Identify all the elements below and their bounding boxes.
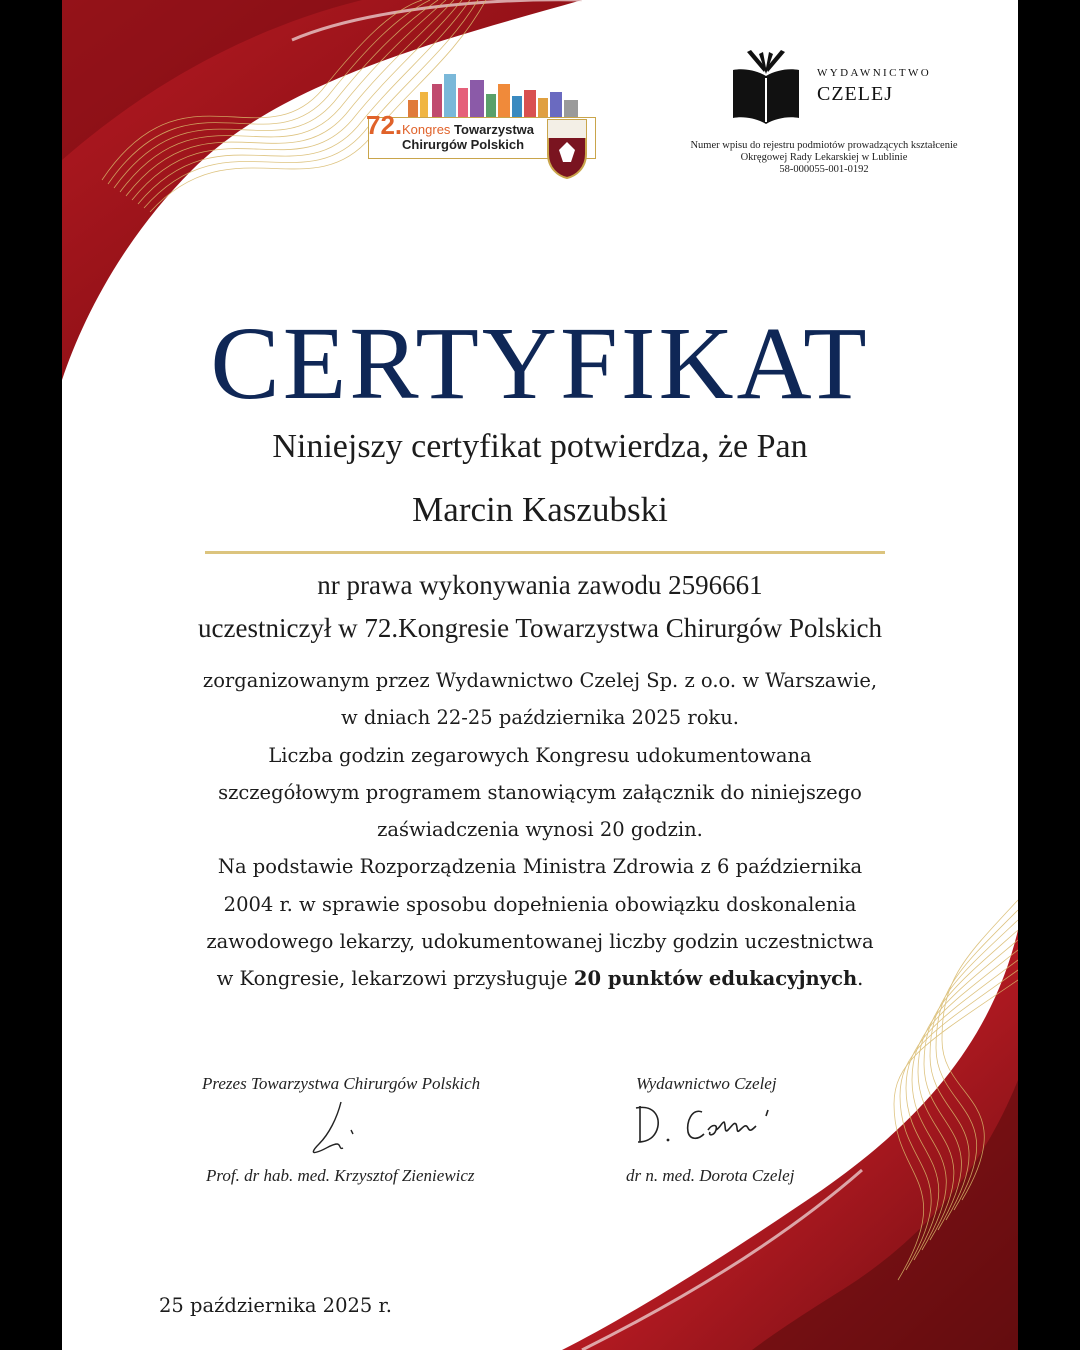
points-emphasis: 20 punktów edukacyjnych: [573, 967, 858, 991]
recipient-name: Marcin Kaszubski: [412, 490, 668, 529]
body-line: zorganizowanym przez Wydawnictwo Czelej Sp. z o.o. w Warszawie,: [202, 669, 878, 692]
body-line: Na podstawie Rozporządzenia Ministra Zdrowia z 6 października: [217, 855, 863, 879]
congress-word-kongres: Kongres: [402, 122, 451, 137]
congress-number: 72.: [366, 110, 403, 140]
congress-line2: Chirurgów Polskich: [402, 137, 525, 152]
right-signer-name: dr n. med. Dorota Czelej: [626, 1166, 795, 1185]
city-skyline-icon: [398, 70, 598, 120]
left-signer-name: Prof. dr hab. med. Krzysztof Zieniewicz: [206, 1166, 475, 1185]
body-line: zaświadczenia wynosi 20 godzin.: [377, 818, 703, 842]
shield-crest-icon: [546, 118, 588, 180]
body-line: zawodowego lekarzy, udokumentowanej liczby godzin uczestnictwa: [206, 930, 874, 954]
points-prefix: w Kongresie, lekarzowi przysługuje: [216, 967, 574, 991]
points-suffix: .: [857, 967, 864, 991]
body-line: w dniach 22-25 października 2025 roku.: [340, 706, 740, 730]
name-underline: [205, 551, 885, 554]
body-line: 2004 r. w sprawie sposobu dopełnienia obowiązku doskonalenia: [223, 892, 857, 916]
certificate-page: [62, 0, 1018, 1350]
publisher-label-big: CZELEJ: [817, 83, 893, 105]
register-info: [644, 140, 1004, 176]
left-signature: [307, 1100, 367, 1158]
body-line: szczegółowym programem stanowiącym załącznik do niniejszego: [218, 780, 862, 804]
certificate-body: [62, 662, 1018, 998]
congress-logo-text: [402, 122, 534, 152]
issue-date: 25 października 2025 r.: [159, 1294, 392, 1317]
left-signer-role: Prezes Towarzystwa Chirurgów Polskich: [202, 1074, 481, 1093]
congress-word-towarzystwa: Towarzystwa: [454, 122, 534, 137]
right-signer-role: Wydawnictwo Czelej: [636, 1074, 777, 1093]
publisher-label-small: WYDAWNICTWO: [817, 67, 932, 79]
register-line: Okręgowej Rady Lekarskiej w Lublinie: [740, 152, 908, 163]
right-signature: [632, 1100, 792, 1150]
publisher-name: [817, 67, 931, 106]
register-line: Numer wpisu do rejestru podmiotów prowadzących kształcenie: [690, 140, 958, 151]
certificate-title: CERTYFIKAT: [210, 306, 870, 421]
participation-line: uczestniczył w 72.Kongresie Towarzystwa Chirurgów Polskich: [198, 613, 882, 643]
certificate-subtitle: Niniejszy certyfikat potwierdza, że Pan: [272, 428, 808, 465]
body-last-line: [62, 960, 1018, 997]
license-number-line: nr prawa wykonywania zawodu 2596661: [317, 570, 763, 600]
body-line: Liczba godzin zegarowych Kongresu udokumentowana: [268, 743, 812, 767]
book-logo-icon: [731, 48, 801, 124]
register-line: 58-000055-001-0192: [779, 164, 869, 175]
